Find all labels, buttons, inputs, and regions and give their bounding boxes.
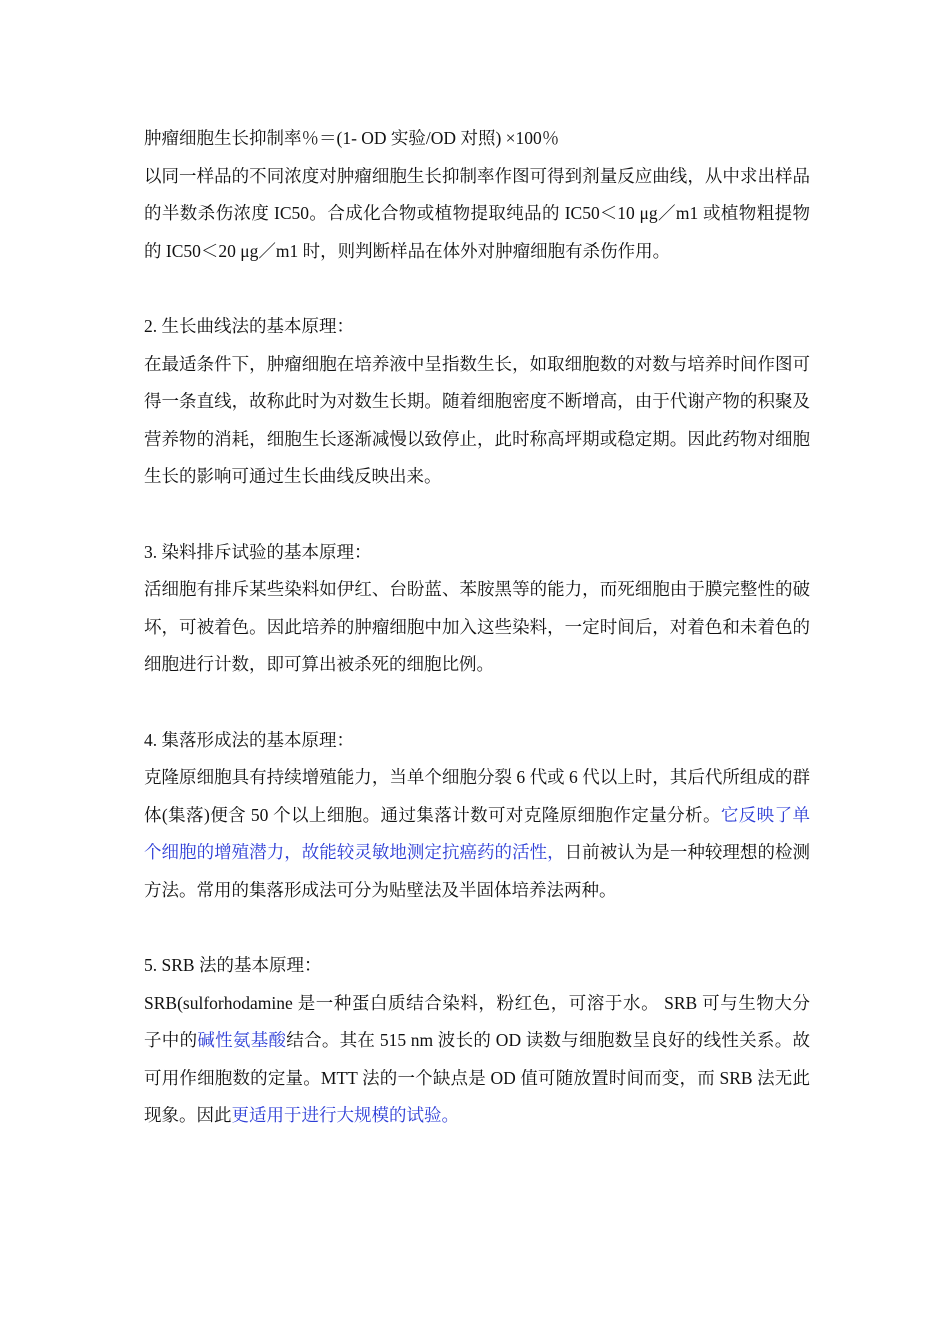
paragraph-gap	[144, 270, 810, 308]
section-body-growth-curve: 在最适条件下，肿瘤细胞在培养液中呈指数生长，如取细胞数的对数与培养时间作图可得一条直线，故称此时为对数生长期。随着细胞密度不断增高，由于代谢产物的积聚及营养物的消耗，细胞生长逐渐减慢以致停止，此时称高坪期或稳定期。因此药物对细胞生长的影响可通过生长曲线反映出来。	[144, 353, 810, 487]
section-body-dye-exclusion: 活细胞有排斥某些染料如伊红、台盼蓝、苯胺黑等的能力，而死细胞由于膜完整性的破坏，可被着色。因此培养的肿瘤细胞中加入这些染料，一定时间后，对着色和未着色的细胞进行计数，即可算出被杀死的细胞比例。	[144, 579, 810, 675]
section-heading-colony-formation: 4. 集落形成法的基本原理：	[144, 729, 354, 750]
section-body-srb	[144, 985, 810, 1135]
colony-highlight-link[interactable]: 它反映了单个细胞的增殖潜力，故能较灵敏地测定抗癌药的活性，	[144, 804, 811, 863]
inhibition-rate-formula: 肿瘤细胞生长抑制率％＝(1- OD 实验/OD 对照) ×100％	[144, 128, 560, 148]
srb-text-part-2: 结合。其在 515 nm 波长的 OD 读数与细胞数呈良好的线性关系。故可用作细胞数的定量。MTT 法的一个缺点是 OD 值可随放置时间而变，而 SRB 法无此现象。因此	[144, 1030, 811, 1126]
srb-text-part-1: SRB(sulforhodamine 是一种蛋白质结合染料，粉红色，可溶于水。 SRB 可与生物大分子中的	[144, 992, 810, 1051]
colony-text-part-1: 克隆原细胞具有持续增殖能力，当单个细胞分裂 6 代或 6 代以上时，其后代所组成的群体(集落)便含 50 个以上细胞。通过集落计数可对克隆原细胞作定量分析。	[144, 767, 810, 825]
srb-large-scale-link[interactable]: 更适用于进行大规模的试验。	[231, 1105, 459, 1126]
paragraph-gap	[144, 909, 810, 947]
mtt-paragraph: 以同一样品的不同浓度对肿瘤细胞生长抑制率作图可得到剂量反应曲线，从中求出样品的半数杀伤浓度 IC50。合成化合物或植物提取纯品的 IC50＜10 μg／m1 或植物粗提物的 IC50＜20 μg／m1 时，则判断样品在体外对肿瘤细胞有杀伤作用。	[144, 165, 810, 261]
paragraph-gap	[144, 496, 810, 534]
section-heading-srb: 5. SRB 法的基本原理：	[144, 955, 322, 976]
section-heading-dye-exclusion: 3. 染料排斥试验的基本原理：	[144, 541, 372, 562]
document-body	[144, 120, 810, 1135]
paragraph-gap	[144, 684, 810, 722]
section-heading-growth-curve: 2. 生长曲线法的基本原理：	[144, 315, 354, 336]
colony-text-part-2: 日前被认为是一种较理想的检测方法。常用的集落形成法可分为贴壁法及半固体培养法两种。	[144, 842, 811, 900]
section-body-colony-formation	[144, 759, 810, 909]
srb-basic-amino-acid-link[interactable]: 碱性氨基酸	[197, 1030, 287, 1051]
